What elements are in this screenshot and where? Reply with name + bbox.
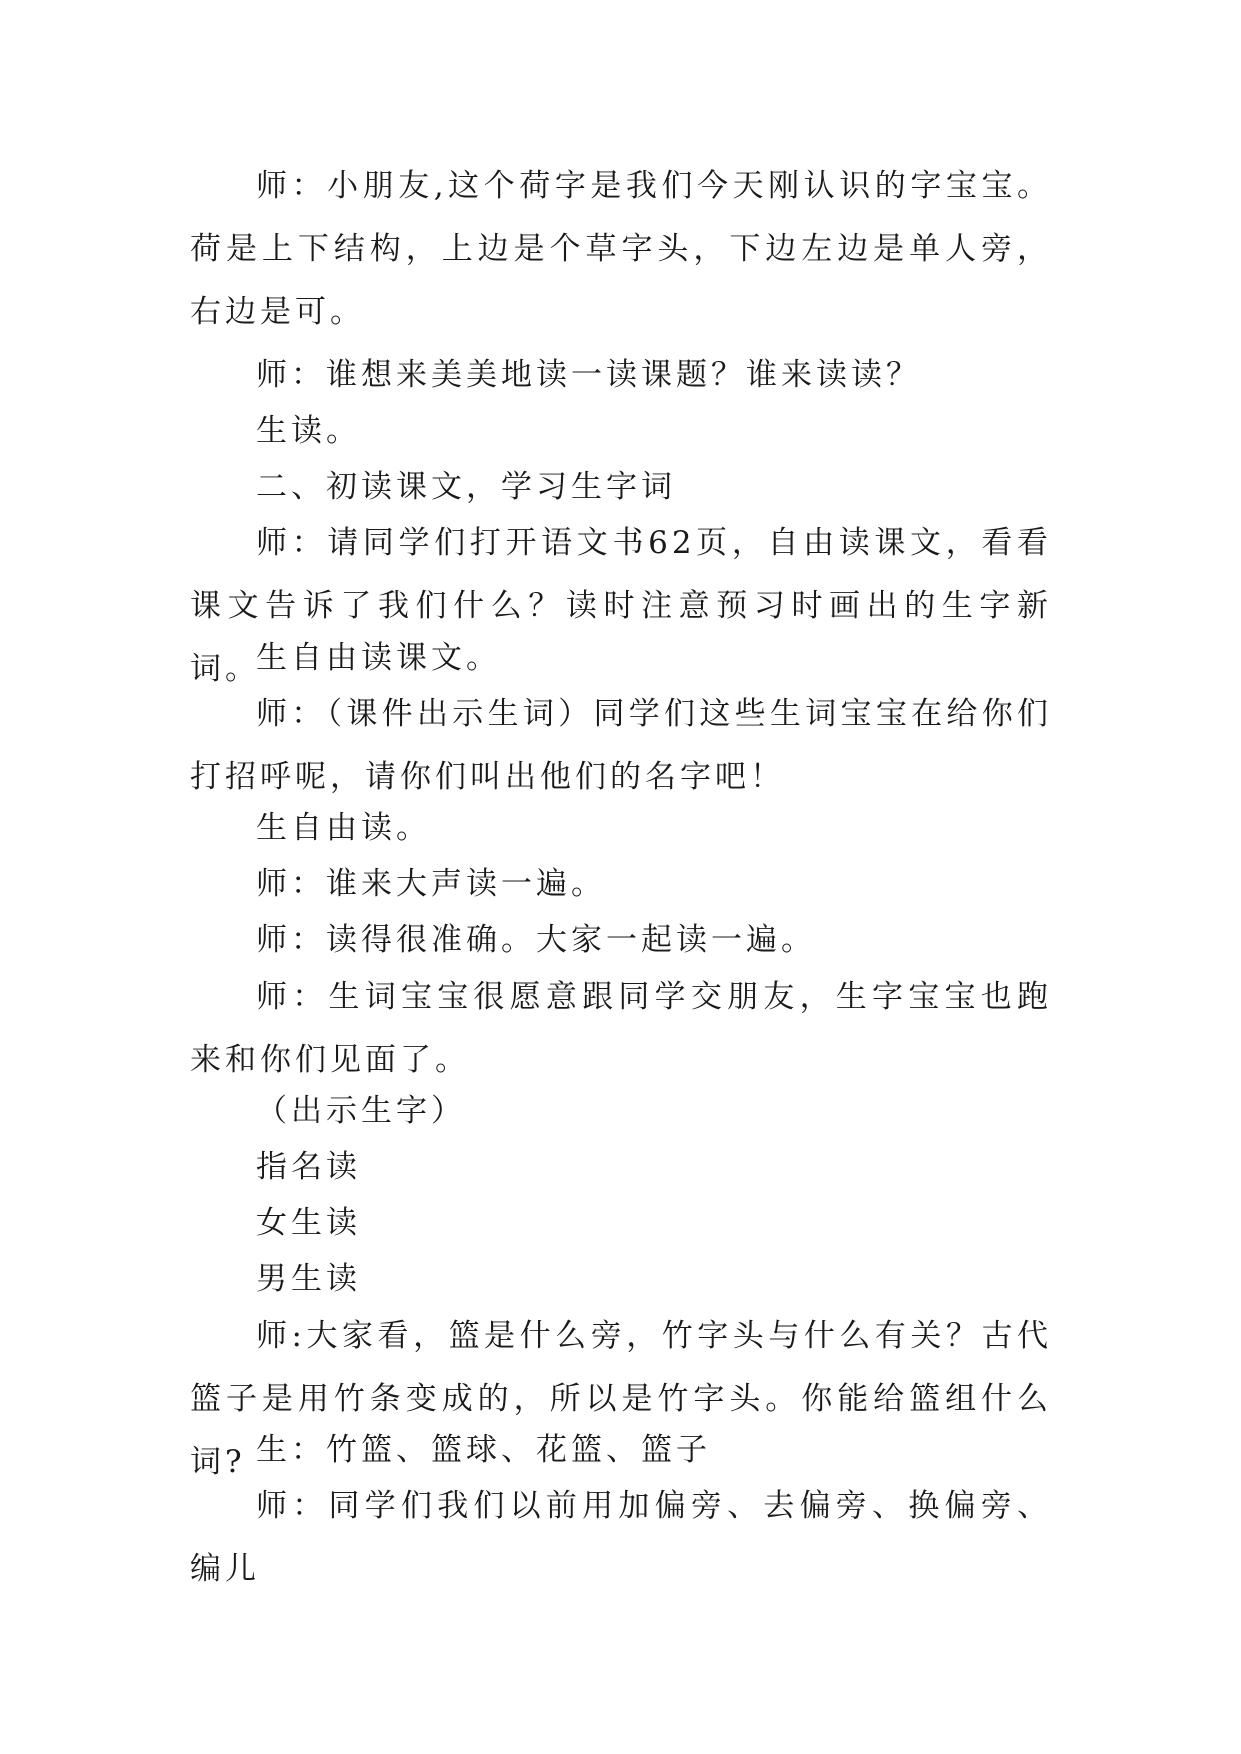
paragraph-girls-read: 女生读 [256, 1205, 361, 1241]
paragraph-radical-methods: 师：同学们我们以前用加偏旁、去偏旁、换偏旁、编儿 [190, 1488, 1052, 1587]
paragraph-open-textbook: 师：请同学们打开语文书62页，自由读课文，看看课文告诉了我们什么？读时注意预习时画出的生字新词。 [190, 525, 1052, 687]
paragraph-teacher-he-char: 师：小朋友,这个荷字是我们今天刚认识的字宝宝。荷是上下结构，上边是个草字头，下边左边是单人旁，右边是可。 [190, 168, 1052, 330]
paragraph-students-free-read: 生自由读。 [256, 810, 431, 846]
paragraph-basket-radical: 师:大家看，篮是什么旁，竹字头与什么有关？古代篮子是用竹条变成的，所以是竹字头。你能给篮组什么词? [190, 1318, 1052, 1480]
paragraph-show-characters: （出示生字） [256, 1093, 466, 1129]
paragraph-boys-read: 男生读 [256, 1261, 361, 1297]
paragraph-students-read: 生读。 [256, 413, 361, 449]
paragraph-named-reading: 指名读 [256, 1149, 361, 1185]
paragraph-new-characters: 师：生词宝宝很愿意跟同学交朋友，生字宝宝也跑来和你们见面了。 [190, 979, 1052, 1078]
paragraph-read-title: 师：谁想来美美地读一读课题？谁来读读？ [256, 357, 921, 393]
paragraph-free-reading: 生自由读课文。 [256, 640, 501, 676]
section-heading-first-reading: 二、初读课文，学习生字词 [256, 469, 676, 505]
paragraph-show-words: 师：（课件出示生词）同学们这些生词宝宝在给你们打招呼呢，请你们叫出他们的名字吧！ [190, 696, 1052, 795]
paragraph-read-aloud: 师：谁来大声读一遍。 [256, 866, 606, 902]
paragraph-read-together: 师：读得很准确。大家一起读一遍。 [256, 922, 816, 958]
paragraph-basket-words: 生：竹篮、篮球、花篮、篮子 [256, 1432, 711, 1468]
